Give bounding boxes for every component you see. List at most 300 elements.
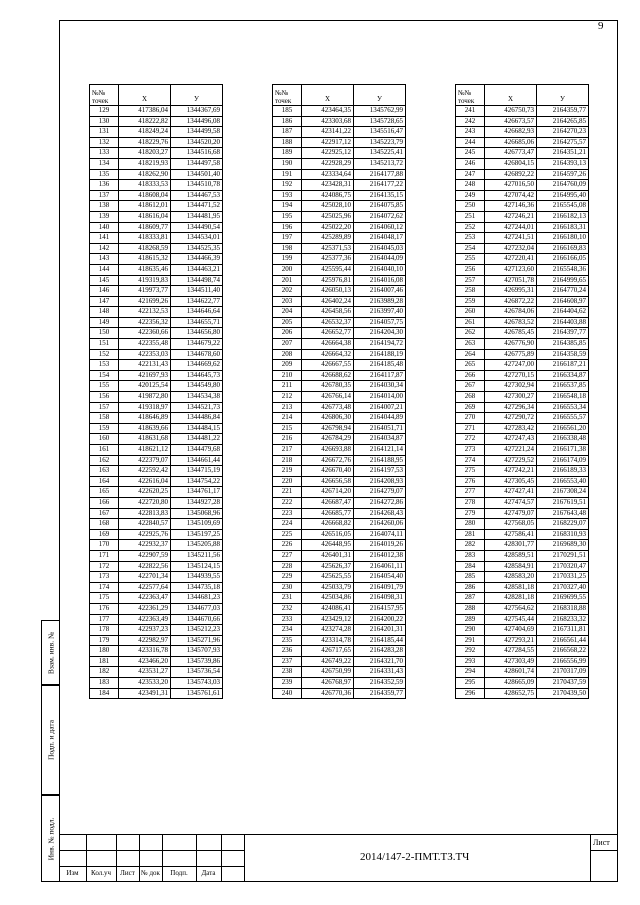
point-number-cell: 179 [90, 635, 119, 646]
x-coordinate-cell: 418608,04 [119, 190, 171, 201]
x-coordinate-cell: 423464,35 [302, 106, 354, 117]
y-coordinate-cell: 2164272,86 [354, 497, 406, 508]
x-coordinate-cell: 426783,52 [485, 317, 537, 328]
x-coordinate-cell: 426401,31 [302, 550, 354, 561]
x-coordinate-cell: 418222,82 [119, 116, 171, 127]
point-number-cell: 293 [456, 656, 485, 667]
table-row [456, 211, 589, 222]
y-coordinate-cell: 2164200,22 [354, 614, 406, 625]
table-row [273, 158, 406, 169]
point-number-cell: 257 [456, 275, 485, 286]
x-coordinate-cell: 418229,76 [119, 137, 171, 148]
point-number-cell: 184 [90, 688, 119, 699]
stamp-col-list: Лист [120, 869, 135, 877]
table-row [90, 296, 223, 307]
table-row [273, 264, 406, 275]
point-number-cell: 210 [273, 370, 302, 381]
table-row [273, 678, 406, 689]
table-row [456, 497, 589, 508]
point-number-cell: 288 [456, 603, 485, 614]
point-number-cell: 175 [90, 593, 119, 604]
y-coordinate-cell: 2166561,20 [537, 423, 589, 434]
point-number-cell: 217 [273, 445, 302, 456]
point-number-cell: 224 [273, 519, 302, 530]
point-number-cell: 139 [90, 211, 119, 222]
point-number-cell: 153 [90, 360, 119, 371]
y-coordinate-cell: 2164040,10 [354, 264, 406, 275]
y-coordinate-cell: 2164397,77 [537, 328, 589, 339]
y-coordinate-cell: 2164279,07 [354, 487, 406, 498]
point-number-cell: 156 [90, 392, 119, 403]
table-row [456, 519, 589, 530]
y-coordinate-cell: 2166166,05 [537, 254, 589, 265]
point-number-cell: 144 [90, 264, 119, 275]
x-coordinate-cell: 427290,72 [485, 413, 537, 424]
x-coordinate-cell: 426516,05 [302, 529, 354, 540]
table-row [456, 190, 589, 201]
x-coordinate-cell: 422353,03 [119, 349, 171, 360]
x-coordinate-cell: 418639,66 [119, 423, 171, 434]
x-coordinate-cell: 425025,96 [302, 211, 354, 222]
table-row [456, 487, 589, 498]
x-coordinate-cell: 427241,51 [485, 233, 537, 244]
point-number-cell: 157 [90, 402, 119, 413]
x-coordinate-cell: 426656,58 [302, 476, 354, 487]
point-number-cell: 203 [273, 296, 302, 307]
y-coordinate-cell: 1344655,71 [171, 317, 223, 328]
x-coordinate-cell: 425034,86 [302, 593, 354, 604]
y-coordinate-cell: 2164283,28 [354, 646, 406, 657]
point-number-cell: 135 [90, 169, 119, 180]
point-number-cell: 186 [273, 116, 302, 127]
y-coordinate-cell: 2167643,48 [537, 508, 589, 519]
point-number-cell: 141 [90, 233, 119, 244]
table-row [273, 603, 406, 614]
y-coordinate-cell: 2170317,09 [537, 667, 589, 678]
table-row [273, 392, 406, 403]
table-row [456, 127, 589, 138]
side-field-podp-data: Подп. и дата [41, 685, 59, 795]
x-coordinate-cell: 428601,74 [485, 667, 537, 678]
y-coordinate-cell: 1344645,73 [171, 370, 223, 381]
y-coordinate-cell: 1344481,22 [171, 434, 223, 445]
y-coordinate-cell: 2164117,87 [354, 370, 406, 381]
y-coordinate-cell: 2164321,70 [354, 656, 406, 667]
x-coordinate-cell: 426532,37 [302, 317, 354, 328]
point-number-cell: 207 [273, 339, 302, 350]
point-number-cell: 132 [90, 137, 119, 148]
point-number-cell: 182 [90, 667, 119, 678]
y-coordinate-cell: 1345743,03 [171, 678, 223, 689]
table-row [273, 211, 406, 222]
point-number-cell: 234 [273, 625, 302, 636]
table-row [273, 148, 406, 159]
column-header: №№ точек [456, 85, 485, 106]
table-row [456, 434, 589, 445]
point-number-cell: 233 [273, 614, 302, 625]
point-number-cell: 286 [456, 582, 485, 593]
point-number-cell: 192 [273, 180, 302, 191]
y-coordinate-cell: 2167311,81 [537, 625, 589, 636]
table-row [273, 286, 406, 297]
y-coordinate-cell: 1344669,62 [171, 360, 223, 371]
point-number-cell: 142 [90, 243, 119, 254]
y-coordinate-cell: 2164185,44 [354, 635, 406, 646]
table-row [456, 423, 589, 434]
y-coordinate-cell: 2166189,33 [537, 466, 589, 477]
y-coordinate-cell: 1345707,93 [171, 646, 223, 657]
point-number-cell: 278 [456, 497, 485, 508]
table-row [456, 148, 589, 159]
table-row [456, 275, 589, 286]
y-coordinate-cell: 2168229,07 [537, 519, 589, 530]
x-coordinate-cell: 422701,34 [119, 572, 171, 583]
y-coordinate-cell: 1344486,84 [171, 413, 223, 424]
stamp-col-n-dok: № док [141, 869, 160, 877]
x-coordinate-cell: 427283,42 [485, 423, 537, 434]
y-coordinate-cell: 2164403,88 [537, 317, 589, 328]
table-row [90, 339, 223, 350]
y-coordinate-cell: 2166555,57 [537, 413, 589, 424]
y-coordinate-cell: 2164016,08 [354, 275, 406, 286]
table-row [273, 402, 406, 413]
y-coordinate-cell: 2169699,55 [537, 593, 589, 604]
point-number-cell: 215 [273, 423, 302, 434]
coordinates-table-3 [455, 84, 589, 699]
table-row [456, 180, 589, 191]
point-number-cell: 272 [456, 434, 485, 445]
y-coordinate-cell: 1344939,55 [171, 572, 223, 583]
table-row [273, 116, 406, 127]
table-row [456, 614, 589, 625]
x-coordinate-cell: 418249,24 [119, 127, 171, 138]
x-coordinate-cell: 427016,50 [485, 180, 537, 191]
table-row [273, 497, 406, 508]
table-row [456, 445, 589, 456]
x-coordinate-cell: 425371,53 [302, 243, 354, 254]
point-number-cell: 283 [456, 550, 485, 561]
point-number-cell: 198 [273, 243, 302, 254]
y-coordinate-cell: 1344534,38 [171, 392, 223, 403]
y-coordinate-cell: 2164197,53 [354, 466, 406, 477]
point-number-cell: 235 [273, 635, 302, 646]
x-coordinate-cell: 423531,27 [119, 667, 171, 678]
point-number-cell: 276 [456, 476, 485, 487]
point-number-cell: 287 [456, 593, 485, 604]
x-coordinate-cell: 427300,27 [485, 392, 537, 403]
point-number-cell: 185 [273, 106, 302, 117]
x-coordinate-cell: 427221,24 [485, 445, 537, 456]
table-row [456, 625, 589, 636]
point-number-cell: 284 [456, 561, 485, 572]
table-row [456, 593, 589, 604]
table-row [273, 328, 406, 339]
point-number-cell: 263 [456, 339, 485, 350]
point-number-cell: 194 [273, 201, 302, 212]
point-number-cell: 178 [90, 625, 119, 636]
point-number-cell: 248 [456, 180, 485, 191]
x-coordinate-cell: 426672,76 [302, 455, 354, 466]
point-number-cell: 166 [90, 497, 119, 508]
x-coordinate-cell: 426785,45 [485, 328, 537, 339]
table-row [456, 328, 589, 339]
table-row [456, 550, 589, 561]
table-row [456, 392, 589, 403]
point-number-cell: 247 [456, 169, 485, 180]
point-number-cell: 143 [90, 254, 119, 265]
x-coordinate-cell: 426050,13 [302, 286, 354, 297]
table-row [273, 540, 406, 551]
point-number-cell: 188 [273, 137, 302, 148]
point-number-cell: 241 [456, 106, 485, 117]
point-number-cell: 149 [90, 317, 119, 328]
table-row [90, 593, 223, 604]
x-coordinate-cell: 427246,21 [485, 211, 537, 222]
table-row [90, 180, 223, 191]
x-coordinate-cell: 425033,79 [302, 582, 354, 593]
table-row [90, 667, 223, 678]
x-coordinate-cell: 422822,56 [119, 561, 171, 572]
x-coordinate-cell: 426773,47 [485, 148, 537, 159]
y-coordinate-cell: 1344549,80 [171, 381, 223, 392]
table-row [90, 328, 223, 339]
y-coordinate-cell: 1345211,56 [171, 550, 223, 561]
y-coordinate-cell: 2164999,65 [537, 275, 589, 286]
table-row [273, 646, 406, 657]
x-coordinate-cell: 425625,55 [302, 572, 354, 583]
x-coordinate-cell: 422925,12 [302, 148, 354, 159]
table-row [90, 497, 223, 508]
point-number-cell: 227 [273, 550, 302, 561]
table-row [273, 317, 406, 328]
y-coordinate-cell: 2164404,62 [537, 307, 589, 318]
y-coordinate-cell: 2167308,24 [537, 487, 589, 498]
point-number-cell: 208 [273, 349, 302, 360]
point-number-cell: 262 [456, 328, 485, 339]
x-coordinate-cell: 422720,80 [119, 497, 171, 508]
table-row [456, 169, 589, 180]
x-coordinate-cell: 425377,36 [302, 254, 354, 265]
y-coordinate-cell: 2164091,79 [354, 582, 406, 593]
table-row [456, 286, 589, 297]
column-header: X [119, 85, 171, 106]
table-row [90, 423, 223, 434]
y-coordinate-cell: 1344497,58 [171, 158, 223, 169]
x-coordinate-cell: 427479,07 [485, 508, 537, 519]
x-coordinate-cell: 422379,07 [119, 455, 171, 466]
x-coordinate-cell: 426693,88 [302, 445, 354, 456]
x-coordinate-cell: 428583,20 [485, 572, 537, 583]
point-number-cell: 261 [456, 317, 485, 328]
y-coordinate-cell: 1344927,28 [171, 497, 223, 508]
stamp-col-izm: Изм [66, 869, 79, 877]
x-coordinate-cell: 427404,69 [485, 625, 537, 636]
x-coordinate-cell: 422937,23 [119, 625, 171, 636]
table-row [456, 529, 589, 540]
point-number-cell: 154 [90, 370, 119, 381]
table-row [273, 254, 406, 265]
y-coordinate-cell: 2164177,22 [354, 180, 406, 191]
y-coordinate-cell: 2163997,40 [354, 307, 406, 318]
title-block [59, 834, 618, 882]
x-coordinate-cell: 427474,57 [485, 497, 537, 508]
table-row [90, 264, 223, 275]
point-number-cell: 296 [456, 688, 485, 699]
point-number-cell: 218 [273, 455, 302, 466]
y-coordinate-cell: 1344521,73 [171, 402, 223, 413]
table-row [456, 360, 589, 371]
point-number-cell: 228 [273, 561, 302, 572]
x-coordinate-cell: 418268,59 [119, 243, 171, 254]
x-coordinate-cell: 425289,89 [302, 233, 354, 244]
table-row [273, 243, 406, 254]
y-coordinate-cell: 2166169,83 [537, 243, 589, 254]
column-header: X [485, 85, 537, 106]
x-coordinate-cell: 427427,41 [485, 487, 537, 498]
y-coordinate-cell: 2165548,36 [537, 264, 589, 275]
y-coordinate-cell: 2164177,88 [354, 169, 406, 180]
point-number-cell: 242 [456, 116, 485, 127]
table-row [90, 678, 223, 689]
point-number-cell: 147 [90, 296, 119, 307]
table-row [273, 635, 406, 646]
table-row [456, 116, 589, 127]
table-row [456, 317, 589, 328]
table-row [273, 508, 406, 519]
x-coordinate-cell: 426687,47 [302, 497, 354, 508]
table-row [90, 550, 223, 561]
x-coordinate-cell: 426784,06 [485, 307, 537, 318]
point-number-cell: 145 [90, 275, 119, 286]
table-row [273, 476, 406, 487]
y-coordinate-cell: 2165545,08 [537, 201, 589, 212]
point-number-cell: 226 [273, 540, 302, 551]
x-coordinate-cell: 426667,55 [302, 360, 354, 371]
point-number-cell: 282 [456, 540, 485, 551]
x-coordinate-cell: 418203,27 [119, 148, 171, 159]
y-coordinate-cell: 2167619,51 [537, 497, 589, 508]
y-coordinate-cell: 2164608,97 [537, 296, 589, 307]
point-number-cell: 155 [90, 381, 119, 392]
table-row [456, 678, 589, 689]
table-row [90, 169, 223, 180]
y-coordinate-cell: 2164265,85 [537, 116, 589, 127]
table-row [456, 582, 589, 593]
point-number-cell: 274 [456, 455, 485, 466]
table-row [456, 349, 589, 360]
point-number-cell: 267 [456, 381, 485, 392]
table-row [90, 116, 223, 127]
point-number-cell: 205 [273, 317, 302, 328]
point-number-cell: 204 [273, 307, 302, 318]
point-number-cell: 230 [273, 582, 302, 593]
table-row [456, 307, 589, 318]
point-number-cell: 181 [90, 656, 119, 667]
point-number-cell: 177 [90, 614, 119, 625]
y-coordinate-cell: 2164204,30 [354, 328, 406, 339]
point-number-cell: 258 [456, 286, 485, 297]
point-number-cell: 260 [456, 307, 485, 318]
table-row [90, 158, 223, 169]
x-coordinate-cell: 418219,93 [119, 158, 171, 169]
stamp-col-podp: Подп. [170, 869, 188, 877]
y-coordinate-cell: 2166553,40 [537, 476, 589, 487]
y-coordinate-cell: 1344466,39 [171, 254, 223, 265]
y-coordinate-cell: 2164007,21 [354, 402, 406, 413]
table-row [273, 296, 406, 307]
point-number-cell: 222 [273, 497, 302, 508]
x-coordinate-cell: 424086,75 [302, 190, 354, 201]
x-coordinate-cell: 426682,93 [485, 127, 537, 138]
x-coordinate-cell: 422620,25 [119, 487, 171, 498]
x-coordinate-cell: 418609,77 [119, 222, 171, 233]
x-coordinate-cell: 422907,59 [119, 550, 171, 561]
x-coordinate-cell: 422616,04 [119, 476, 171, 487]
point-number-cell: 251 [456, 211, 485, 222]
x-coordinate-cell: 427242,21 [485, 466, 537, 477]
y-coordinate-cell: 2164012,38 [354, 550, 406, 561]
point-number-cell: 165 [90, 487, 119, 498]
column-header: У [354, 85, 406, 106]
table-row [90, 201, 223, 212]
point-number-cell: 246 [456, 158, 485, 169]
point-number-cell: 295 [456, 678, 485, 689]
x-coordinate-cell: 427232,04 [485, 243, 537, 254]
table-row [90, 106, 223, 117]
point-number-cell: 255 [456, 254, 485, 265]
y-coordinate-cell: 1344761,17 [171, 487, 223, 498]
y-coordinate-cell: 2164201,31 [354, 625, 406, 636]
point-number-cell: 250 [456, 201, 485, 212]
point-number-cell: 209 [273, 360, 302, 371]
x-coordinate-cell: 422577,64 [119, 582, 171, 593]
point-number-cell: 201 [273, 275, 302, 286]
table-row [273, 339, 406, 350]
point-number-cell: 268 [456, 392, 485, 403]
x-coordinate-cell: 426448,95 [302, 540, 354, 551]
table-row [90, 317, 223, 328]
x-coordinate-cell: 426685,77 [302, 508, 354, 519]
table-row [273, 519, 406, 530]
x-coordinate-cell: 423314,78 [302, 635, 354, 646]
point-number-cell: 200 [273, 264, 302, 275]
point-number-cell: 190 [273, 158, 302, 169]
table-row [90, 392, 223, 403]
page-number: 9 [598, 20, 604, 32]
table-row [273, 169, 406, 180]
table-row [273, 381, 406, 392]
table-row [273, 413, 406, 424]
x-coordinate-cell: 422917,12 [302, 137, 354, 148]
table-row [456, 572, 589, 583]
point-number-cell: 174 [90, 582, 119, 593]
table-row [273, 593, 406, 604]
x-coordinate-cell: 427220,41 [485, 254, 537, 265]
point-number-cell: 158 [90, 413, 119, 424]
point-number-cell: 199 [273, 254, 302, 265]
point-number-cell: 256 [456, 264, 485, 275]
x-coordinate-cell: 418333,81 [119, 233, 171, 244]
x-coordinate-cell: 427545,44 [485, 614, 537, 625]
x-coordinate-cell: 426872,22 [485, 296, 537, 307]
table-row [273, 233, 406, 244]
table-row [90, 434, 223, 445]
x-coordinate-cell: 426458,56 [302, 307, 354, 318]
x-coordinate-cell: 427568,05 [485, 519, 537, 530]
y-coordinate-cell: 2169689,30 [537, 540, 589, 551]
table-row [456, 264, 589, 275]
x-coordinate-cell: 422592,42 [119, 466, 171, 477]
